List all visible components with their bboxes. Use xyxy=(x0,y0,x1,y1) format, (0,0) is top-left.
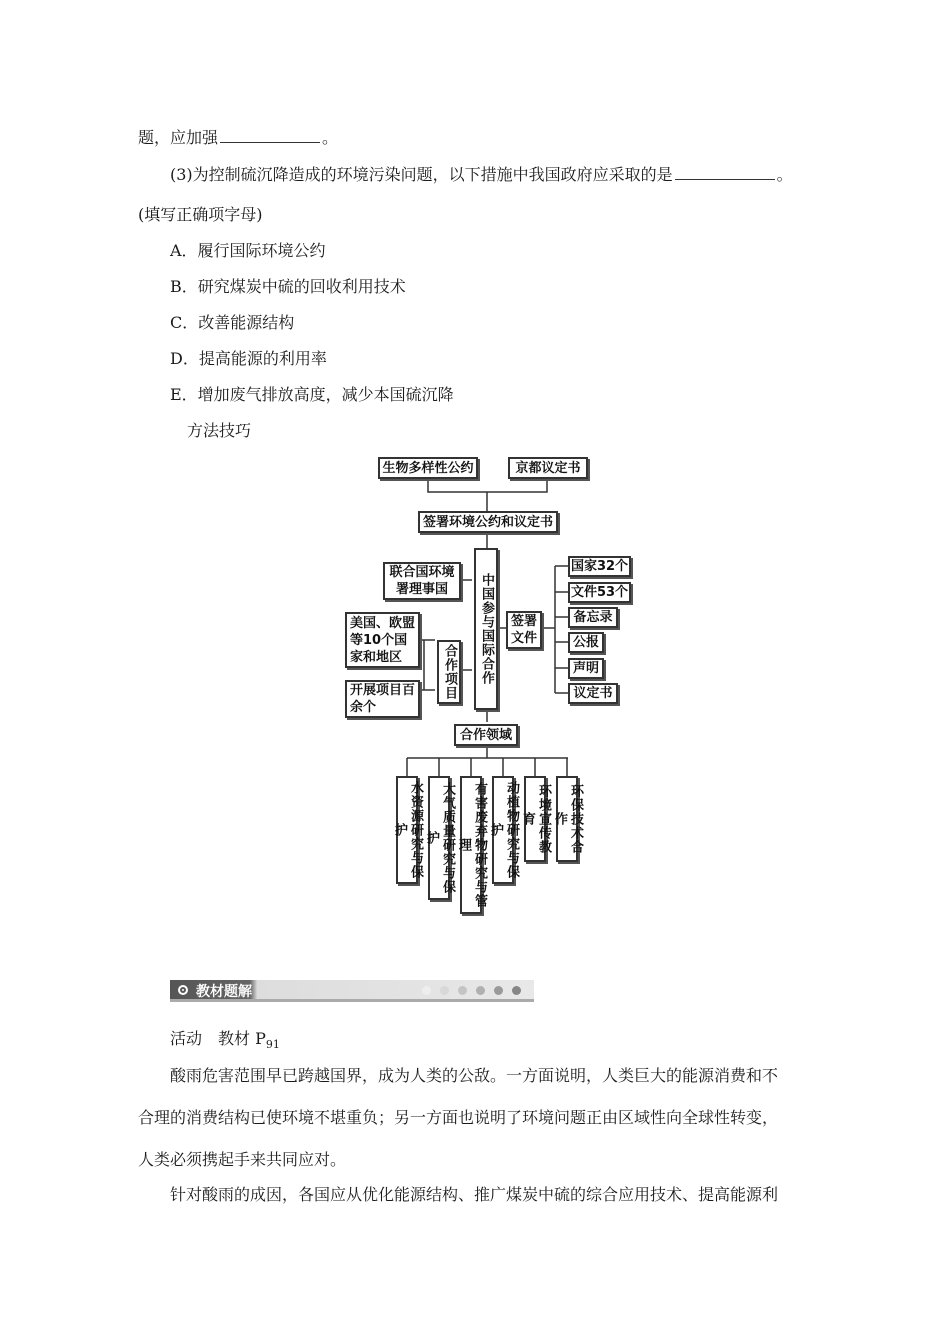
line1-text: 题，应加强 xyxy=(138,128,219,147)
option-b: B．研究煤炭中硫的回收利用技术 xyxy=(170,277,406,296)
field-item: 动植物研究与保护 xyxy=(492,776,514,884)
activity-text: 活动 教材 P xyxy=(170,1029,266,1048)
question-3 xyxy=(170,165,793,185)
option-c: C．改善能源结构 xyxy=(170,313,295,332)
option-d: D．提高能源的利用率 xyxy=(170,349,327,368)
field-item: 水资源研究与保护 xyxy=(396,776,418,884)
dot-icon xyxy=(458,986,467,995)
answer-blank-2[interactable] xyxy=(675,165,775,180)
field-item: 大气质量研究与保护 xyxy=(428,776,450,900)
activity-page: 91 xyxy=(265,1038,280,1052)
dot-icon xyxy=(476,986,485,995)
box-signed-documents: 签署文件 xyxy=(506,611,542,649)
target-icon xyxy=(178,985,188,995)
box-biodiversity-convention: 生物多样性公约 xyxy=(378,457,478,479)
dot-icon xyxy=(422,986,431,995)
q3-text: (3)为控制硫沉降造成的环境污染问题，以下措施中我国政府应采取的是 xyxy=(170,165,673,184)
doc-item: 国家32个 xyxy=(568,556,631,577)
answer-blank-1[interactable] xyxy=(220,128,320,143)
box-partners: 美国、欧盟等10个国家和地区 xyxy=(345,612,420,668)
field-item: 环保技术合作 xyxy=(556,776,578,862)
paragraph-line: 针对酸雨的成因，各国应从优化能源结构、推广煤炭中硫的综合应用技术、提高能源利 xyxy=(170,1185,779,1204)
dot-icon xyxy=(494,986,503,995)
paragraph-line: 人类必须携起手来共同应对。 xyxy=(138,1150,347,1169)
box-cooperation-projects: 合作项目 xyxy=(437,640,461,704)
box-sign-conventions: 签署环境公约和议定书 xyxy=(418,511,558,533)
doc-item: 声明 xyxy=(568,658,604,679)
paragraph-line: 酸雨危害范围早已跨越国界，成为人类的公敌。一方面说明，人类巨大的能源消费和不 xyxy=(170,1066,779,1085)
option-a: A．履行国际环境公约 xyxy=(170,241,326,260)
option-e: E．增加废气排放高度，减少本国硫沉降 xyxy=(170,385,454,404)
dot-icon xyxy=(440,986,449,995)
section-banner xyxy=(170,980,534,1002)
banner-label: 教材题解 xyxy=(196,984,252,1000)
question-3-hint: (填写正确项字母) xyxy=(138,205,263,224)
field-item: 有害废弃物研究与管理 xyxy=(460,776,482,914)
doc-item: 议定书 xyxy=(568,683,618,704)
paragraph-line: 合理的消费结构已使环境不堪重负；另一方面也说明了环境问题正由区域性向全球性转变， xyxy=(138,1108,779,1127)
q3-end: 。 xyxy=(776,165,793,184)
line1-end: 。 xyxy=(322,128,339,147)
field-item: 环境宣传教育 xyxy=(524,776,546,862)
activity-label xyxy=(170,1029,280,1055)
doc-item: 文件53个 xyxy=(568,582,631,603)
doc-item: 公报 xyxy=(568,632,604,653)
box-projects-count: 开展项目百余个 xyxy=(345,680,420,718)
box-unep-council: 联合国环境署理事国 xyxy=(383,562,461,600)
box-kyoto-protocol: 京都议定书 xyxy=(508,457,588,479)
text-line-1 xyxy=(138,128,338,148)
method-title: 方法技巧 xyxy=(187,421,252,440)
box-cooperation-fields: 合作领域 xyxy=(454,724,518,746)
box-china-international-cooperation: 中国参与国际合作 xyxy=(474,548,498,710)
dot-icon xyxy=(512,986,521,995)
doc-item: 备忘录 xyxy=(568,607,618,628)
